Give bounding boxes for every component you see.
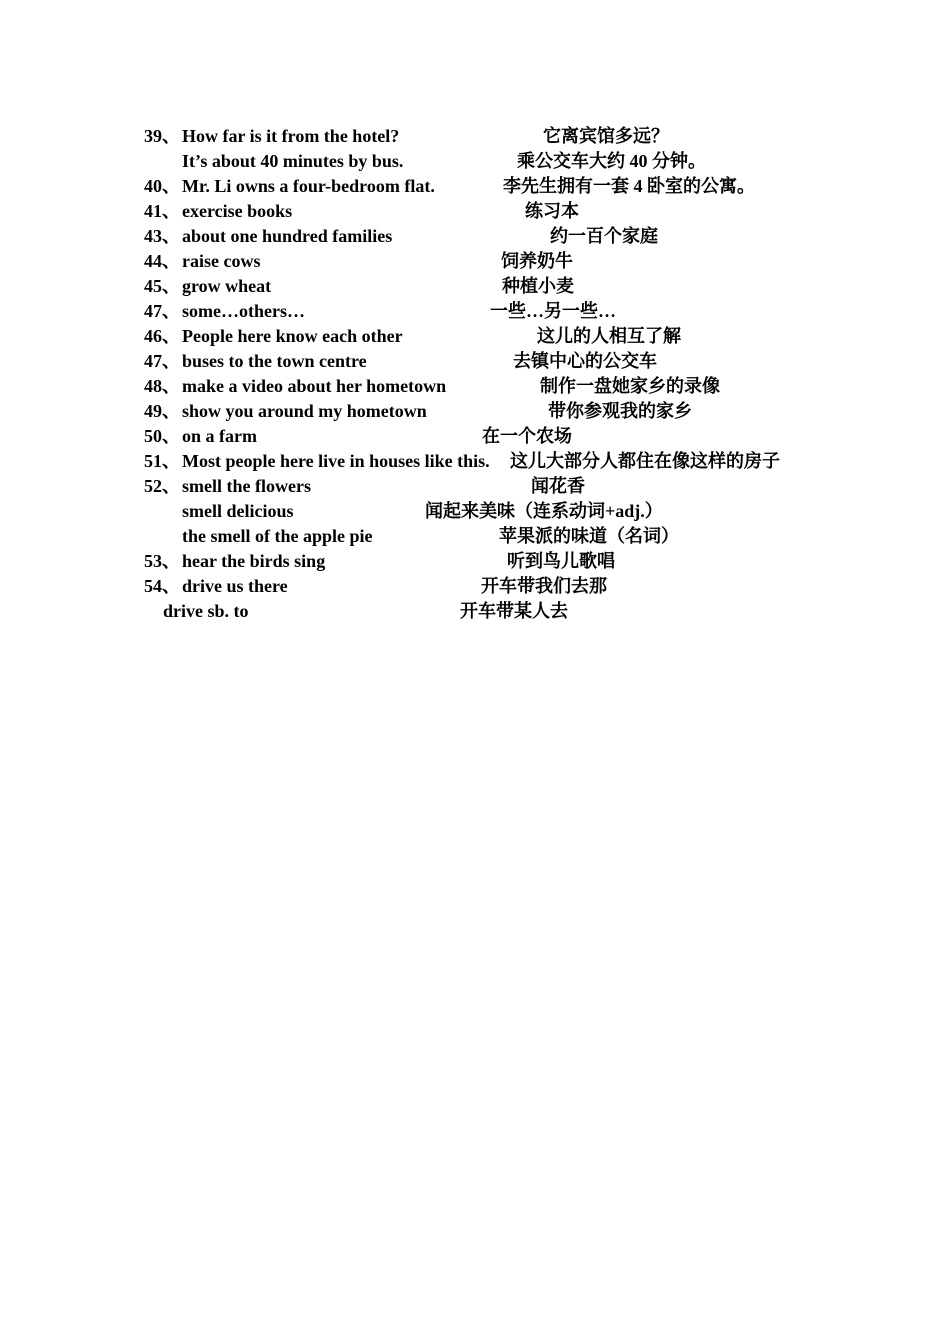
english-phrase: on a farm [182, 426, 257, 446]
item-number: 52、 [144, 476, 180, 496]
chinese-translation: 闻起来美味（连系动词+adj.） [425, 501, 663, 521]
item-number: 49、 [144, 401, 180, 421]
chinese-translation: 乘公交车大约 40 分钟。 [517, 151, 706, 171]
chinese-translation: 约一百个家庭 [550, 226, 658, 246]
chinese-translation: 在一个农场 [482, 426, 572, 446]
item-number: 47、 [144, 351, 180, 371]
item-number: 45、 [144, 276, 180, 296]
chinese-translation: 闻花香 [531, 476, 585, 496]
english-phrase: buses to the town centre [182, 351, 367, 371]
item-number: 41、 [144, 201, 180, 221]
item-number: 44、 [144, 251, 180, 271]
chinese-translation: 这儿的人相互了解 [537, 326, 681, 346]
chinese-translation: 它离宾馆多远？ [543, 126, 669, 146]
item-number: 47、 [144, 301, 180, 321]
english-phrase: Most people here live in houses like this. [182, 451, 490, 471]
english-phrase: drive sb. to [163, 601, 249, 621]
english-phrase: How far is it from the hotel? [182, 126, 400, 146]
english-phrase: Mr. Li owns a four-bedroom flat. [182, 176, 435, 196]
english-phrase: hear the birds sing [182, 551, 326, 571]
item-number: 40、 [144, 176, 180, 196]
item-number: 50、 [144, 426, 180, 446]
chinese-translation: 制作一盘她家乡的录像 [540, 376, 720, 396]
chinese-translation: 开车带我们去那 [481, 576, 607, 596]
chinese-translation: 种植小麦 [502, 276, 574, 296]
item-number: 53、 [144, 551, 180, 571]
chinese-translation: 开车带某人去 [460, 601, 568, 621]
chinese-translation: 李先生拥有一套 4 卧室的公寓。 [503, 176, 755, 196]
chinese-translation: 带你参观我的家乡 [548, 401, 692, 421]
item-number: 39、 [144, 126, 180, 146]
english-phrase: smell delicious [182, 501, 294, 521]
chinese-translation: 练习本 [525, 201, 579, 221]
english-phrase: the smell of the apple pie [182, 526, 373, 546]
english-phrase: grow wheat [182, 276, 272, 296]
english-phrase: show you around my hometown [182, 401, 427, 421]
chinese-translation: 去镇中心的公交车 [513, 351, 657, 371]
english-phrase: make a video about her hometown [182, 376, 447, 396]
english-phrase: raise cows [182, 251, 261, 271]
chinese-translation: 一些…另一些… [490, 301, 616, 321]
chinese-translation: 饲养奶牛 [501, 251, 573, 271]
english-phrase: exercise books [182, 201, 293, 221]
item-number: 54、 [144, 576, 180, 596]
chinese-translation: 听到鸟儿歌唱 [507, 551, 615, 571]
item-number: 51、 [144, 451, 180, 471]
english-phrase: People here know each other [182, 326, 403, 346]
item-number: 48、 [144, 376, 180, 396]
chinese-translation: 这儿大部分人都住在像这样的房子 [510, 451, 780, 471]
item-number: 43、 [144, 226, 180, 246]
english-phrase: drive us there [182, 576, 288, 596]
item-number: 46、 [144, 326, 180, 346]
english-phrase: about one hundred families [182, 226, 393, 246]
english-phrase: It’s about 40 minutes by bus. [182, 151, 404, 171]
chinese-translation: 苹果派的味道（名词） [499, 526, 679, 546]
english-phrase: some…others… [182, 301, 305, 321]
english-phrase: smell the flowers [182, 476, 311, 496]
